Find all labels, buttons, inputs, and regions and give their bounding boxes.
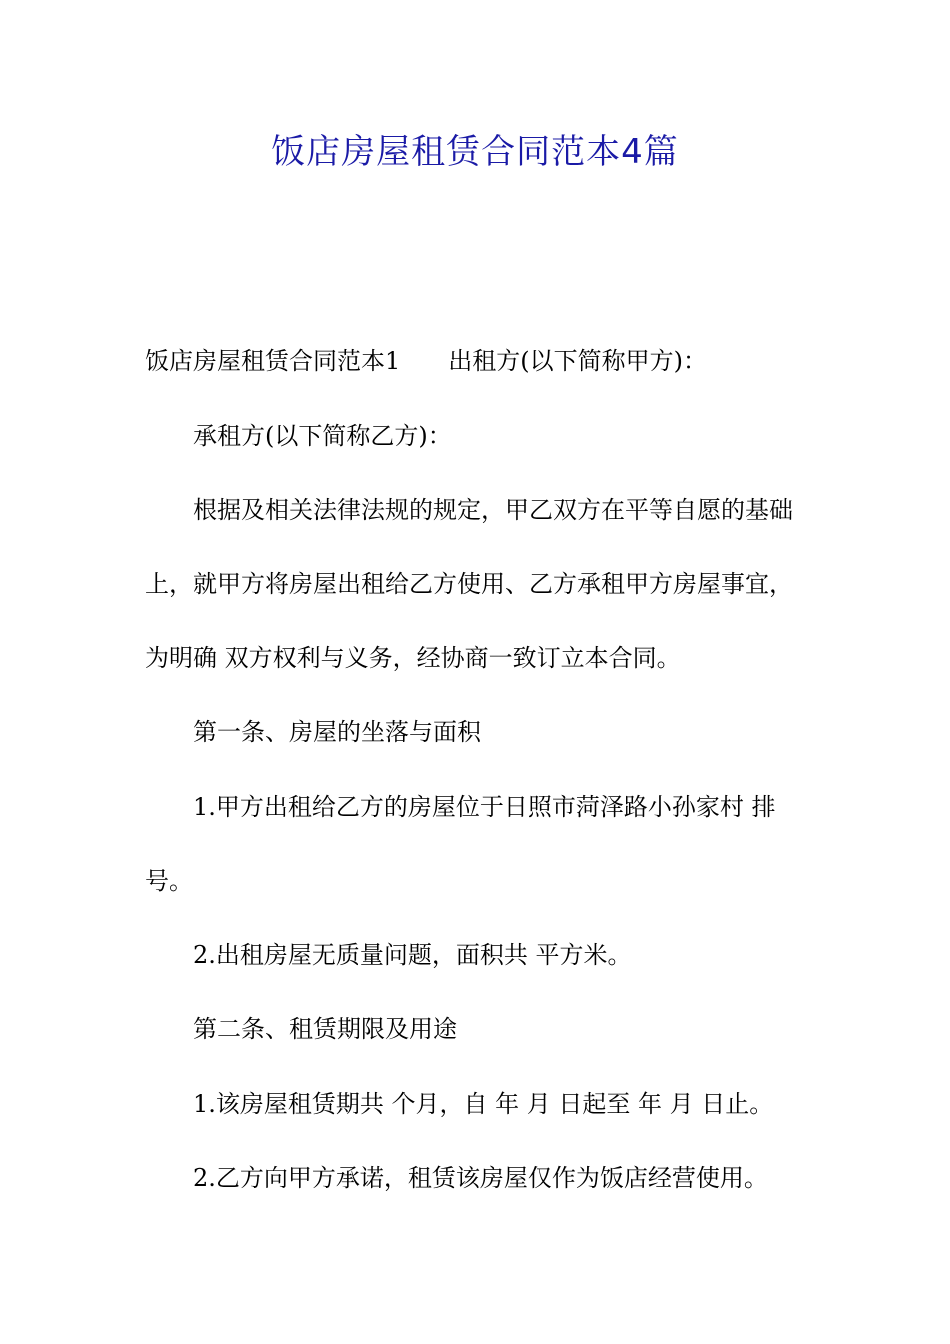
lessee-label: 承租方(以下简称乙方)： — [193, 422, 452, 450]
paragraph-line: 为明确 双方权利与义务，经协商一致订立本合同。 — [145, 644, 681, 672]
clause-line: 号。 — [145, 867, 193, 895]
clause-line: 2.乙方向甲方承诺，租赁该房屋仅作为饭店经营使用。 — [193, 1164, 768, 1192]
paragraph-line: 根据及相关法律法规的规定，甲乙双方在平等自愿的基础 — [193, 496, 793, 524]
lessor-label: 出租方(以下简称甲方)： — [448, 347, 708, 375]
document-title: 饭店房屋租赁合同范本4篇 — [271, 132, 679, 172]
paragraph-line: 上，就甲方将房屋出租给乙方使用、乙方承租甲方房屋事宜， — [145, 570, 793, 598]
clause-line: 1.该房屋租赁期共 个月，自 年 月 日起至 年 月 日止。 — [193, 1090, 774, 1118]
contract-heading-line — [145, 344, 815, 378]
contract-subtitle: 饭店房屋租赁合同范本1 — [145, 347, 401, 375]
article-heading: 第二条、租赁期限及用途 — [193, 1015, 457, 1043]
clause-line: 1.甲方出租给乙方的房屋位于日照市菏泽路小孙家村 排 — [193, 793, 776, 821]
clause-line: 2.出租房屋无质量问题，面积共 平方米。 — [193, 941, 632, 969]
article-heading: 第一条、房屋的坐落与面积 — [193, 718, 481, 746]
